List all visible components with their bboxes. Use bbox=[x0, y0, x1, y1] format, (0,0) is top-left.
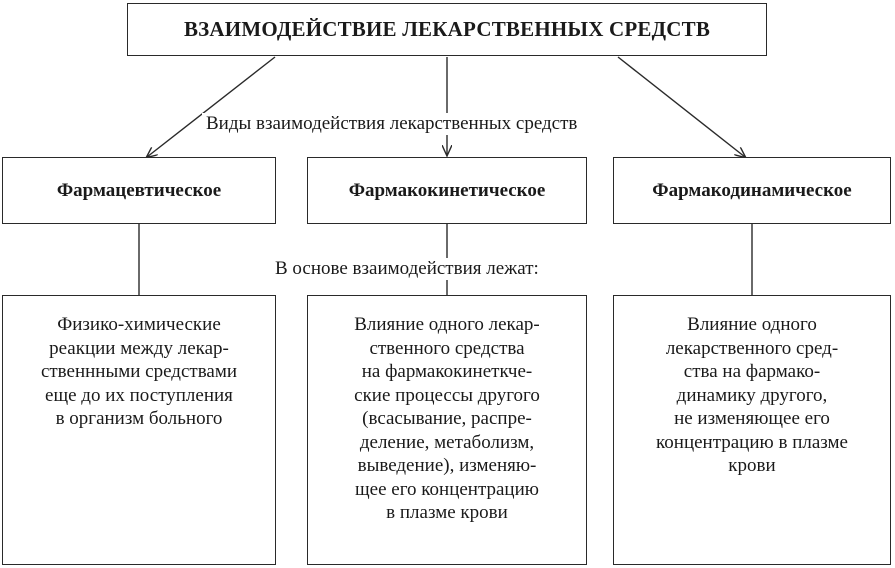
category-name: Фармакокинетическое bbox=[348, 179, 546, 201]
arrow-to-pharmacodynamic bbox=[618, 57, 745, 157]
category-pharmacokinetic bbox=[307, 157, 587, 224]
description-pharmacodynamic bbox=[613, 295, 891, 565]
description-text: Влияние одного лекарственного сред- ства на фармако- динамику другого, не изменяющее его концентрацию в плазме крови bbox=[656, 314, 848, 476]
arrow-to-pharmaceutical bbox=[147, 57, 275, 157]
description-pharmaceutical bbox=[2, 295, 276, 565]
category-name: Фармацевтическое bbox=[56, 179, 222, 201]
diagram-title-text: ВЗАИМОДЕЙСТВИЕ ЛЕКАРСТВЕННЫХ СРЕДСТВ bbox=[183, 17, 711, 41]
category-name: Фармакодинамическое bbox=[652, 179, 852, 201]
types-caption: Виды взаимодействия лекарственных средств bbox=[202, 113, 581, 135]
description-text: Физико-химические реакции между лекар- ственнными средствами еще до их поступления в организм больного bbox=[40, 314, 238, 429]
basis-caption: В основе взаимодействия лежат: bbox=[271, 258, 543, 280]
category-pharmaceutical bbox=[2, 157, 276, 224]
category-pharmacodynamic bbox=[613, 157, 891, 224]
description-pharmacokinetic bbox=[307, 295, 587, 565]
description-text: Влияние одного лекар- ственного средства на фармакокинеткче- ские процессы другого (всасывание, распре- деление, метаболизм, выведение), изменяю- щее его концентрацию в плазме крови bbox=[354, 314, 540, 523]
diagram-title bbox=[127, 3, 767, 56]
